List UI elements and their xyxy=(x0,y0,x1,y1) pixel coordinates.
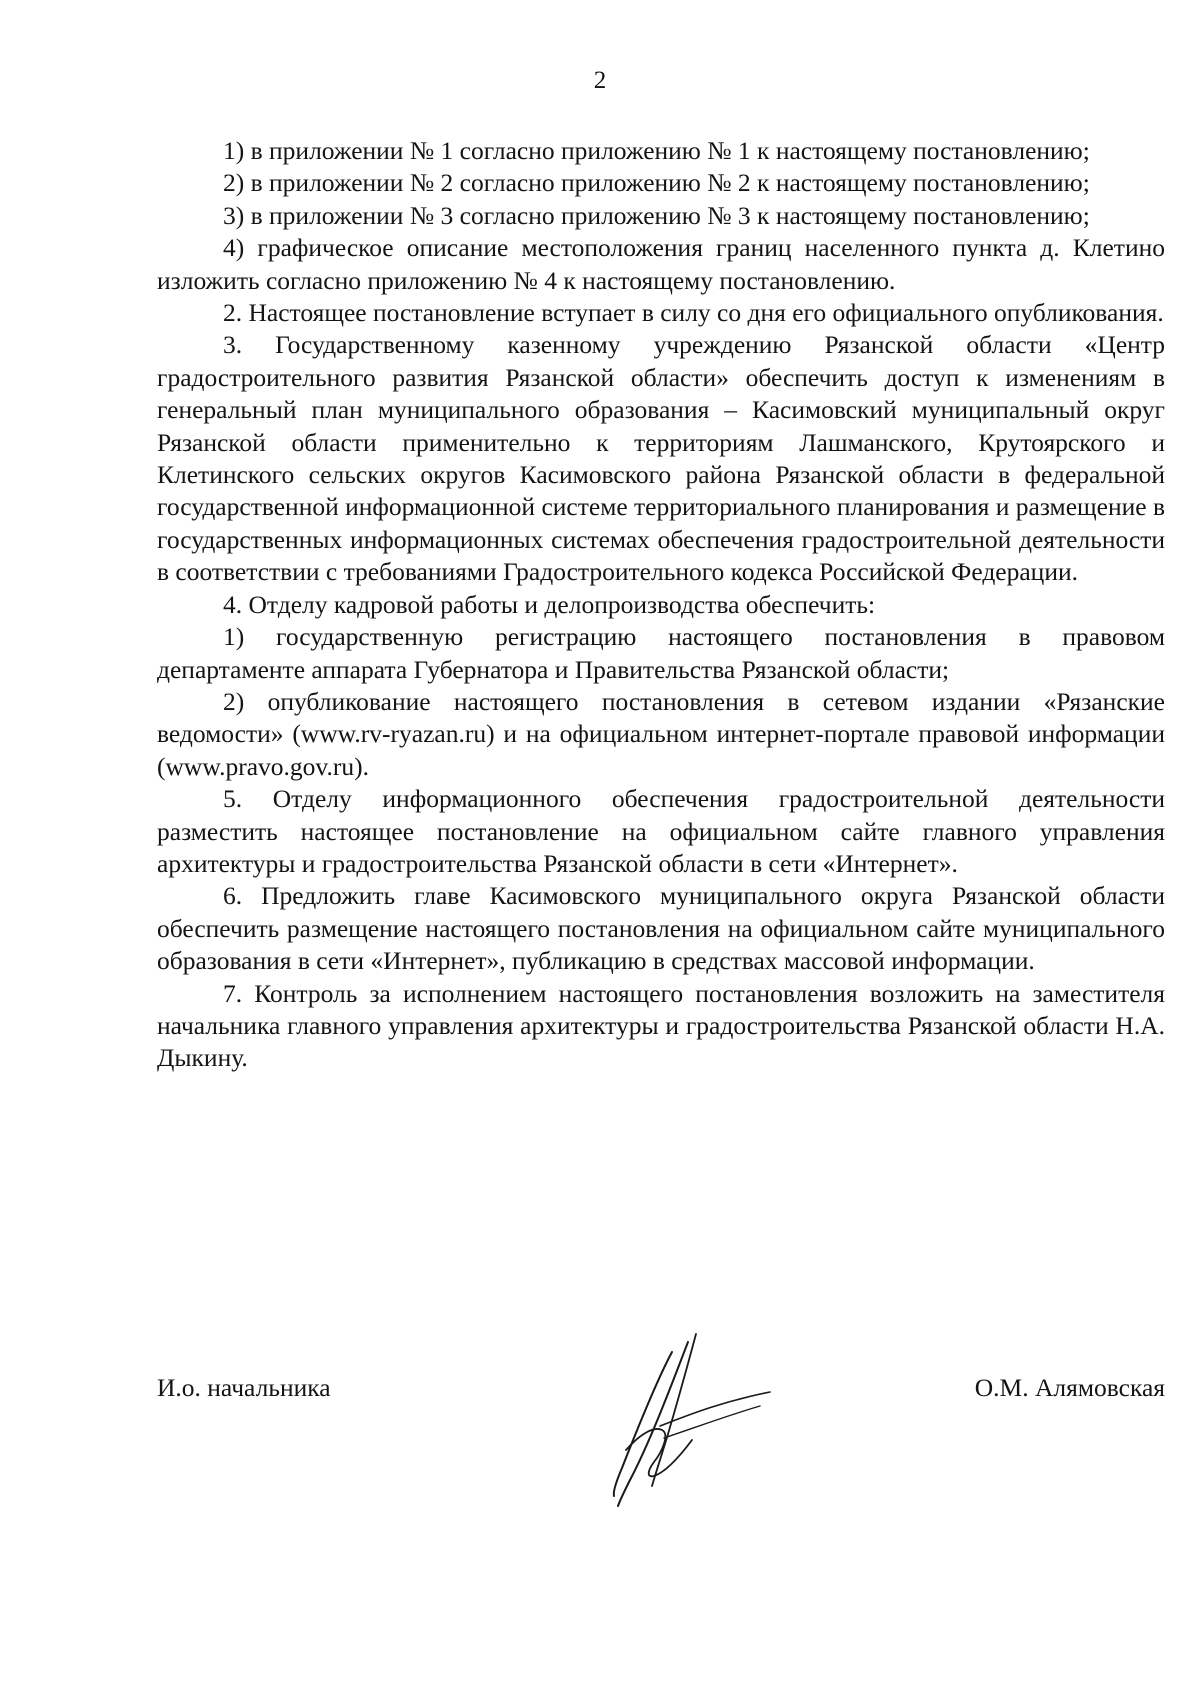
document-body xyxy=(157,135,1165,1075)
clause-3-access: 3. Государственному казенному учреждению Рязанской области «Центр градостроительного развития Рязанской области» обеспечить доступ к изменениям в генеральный план муниципального образования – Касимовский муниципальный округ Рязанской области применительно к территориям Лашманского, Крутоярского и Клетинского сельских округов Касимовского района Рязанской области в федеральной государственной информационной системе территориального планирования и размещение в государственных информационных системах обеспечения градостроительной деятельности в соответствии с требованиями Градостроительного кодекса Российской Федерации. xyxy=(157,330,1165,587)
clause-7-control: 7. Контроль за исполнением настоящего постановления возложить на заместителя начальника главного управления архитектуры и градостроительства Рязанской области Н.А. Дыкину. xyxy=(157,978,1165,1073)
clause-5-website: 5. Отделу информационного обеспечения градостроительной деятельности разместить настоящее постановление на официальном сайте главного управления архитектуры и градостроительства Рязанской области в сети «Интернет». xyxy=(157,784,1165,878)
item-appendix-3: 3) в приложении № 3 согласно приложению № 3 к настоящему постановлению; xyxy=(223,200,1090,230)
signer-position: И.о. начальника xyxy=(157,1373,331,1402)
item-graphic-description: 4) графическое описание местоположения границ населенного пункта д. Клетино изложить согласно приложению № 4 к настоящему постановлению. xyxy=(157,233,1165,295)
clause-6-municipal: 6. Предложить главе Касимовского муниципального округа Рязанской области обеспечить размещение настоящего постановления на официальном сайте муниципального образования в сети «Интернет», публикацию в средствах массовой информации. xyxy=(157,881,1165,976)
item-publication: 2) опубликование настоящего постановления в сетевом издании «Рязанские ведомости» (www.rv-ryazan.ru) и на официальном интернет-портале правовой информации (www.pravo.gov.ru). xyxy=(157,686,1165,781)
signer-name: О.М. Алямовская xyxy=(974,1373,1165,1402)
item-appendix-2: 2) в приложении № 2 согласно приложению № 2 к настоящему постановлению; xyxy=(223,168,1090,198)
page-number: 2 xyxy=(593,67,607,94)
item-appendix-1: 1) в приложении № 1 согласно приложению № 1 к настоящему постановлению; xyxy=(223,136,1090,165)
signature-stroke xyxy=(652,1334,696,1486)
signature-stroke xyxy=(664,1406,760,1438)
clause-4-records-department: 4. Отделу кадровой работы и делопроизводства обеспечить: xyxy=(223,589,876,619)
handwritten-signature xyxy=(600,1330,780,1530)
clause-2-effective-date: 2. Настоящее постановление вступает в силу со дня его официального опубликования. xyxy=(223,298,1164,328)
item-registration: 1) государственную регистрацию настоящего постановления в правовом департаменте аппарата Губернатора и Правительства Рязанской области; xyxy=(157,622,1165,684)
